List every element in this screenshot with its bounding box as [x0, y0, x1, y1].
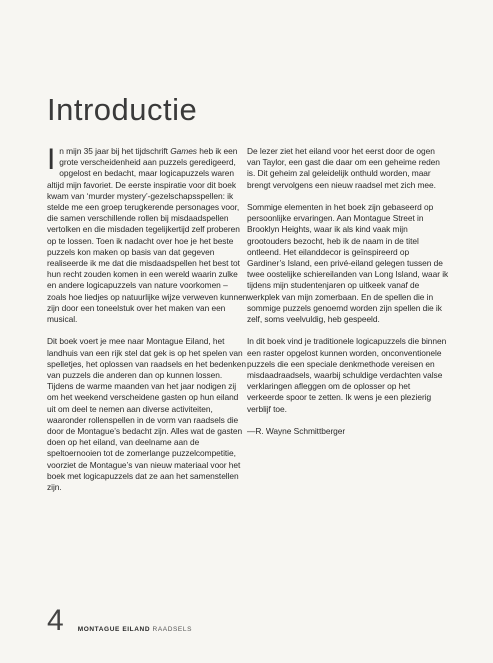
- left-column: [47, 143, 249, 504]
- intro-paragraph-1: [47, 143, 249, 325]
- paragraph-text: heb ik een grote verscheidenheid aan puzzels geredigeerd, opgelost en bedacht, maar logicapuzzels waren altijd mijn favoriet. De eerste inspiratie voor dit boek kwam van ‘murder mystery’-gezelschapsspellen: ik stelde me een groep terugkerende personages voor, die samen verschillende rollen bij misdaadspellen vertolken en die misdaden tegelijkertijd zelf proberen op te lossen. Toen ik nadacht over hoe je het beste puzzels kon maken op basis van dat gegeven realiseerde ik me dat die misdaadspellen het best tot hun recht zouden komen in een wereld waarin zulke en andere logicapuzzels van nature voorkomen – zoals hoe liedjes op natuurlijke wijze verweven kunnen zijn door een toneelstuk over het maken van een musical.: [47, 146, 248, 325]
- drop-cap: I: [47, 143, 56, 176]
- intro-paragraph-2: Dit boek voert je mee naar Montague Eiland, het landhuis van een rijk stel dat gek is op het spelen van spelletjes, het oplossen van raadsels en het bedenken van puzzels die anderen dan op kunnen lossen. Tijdens de warme maanden van het jaar nodigen zij om het weekend verscheidene gasten op hun eiland uit om deel te nemen aan diverse activiteiten, waaronder rollenspellen in de vorm van raadsels die door de Montague’s bedacht zijn. Alles wat de gasten doen op het eiland, van deelname aan de speltoernooien tot de zomerlange puzzelcompetitie, voorziet de Montague’s van nieuw materiaal voor het boek met logicapuzzels dat ze aan het samenstellen zijn.: [47, 336, 246, 493]
- intro-paragraph-4: Sommige elementen in het boek zijn gebaseerd op persoonlijke ervaringen. Aan Montague Street in Brooklyn Heights, waar ik als kind vaak mijn grootouders bezocht, heb ik de naam in de titel ontleend. Het eilanddecor is geïnspireerd op Gardiner’s Island, een privé-eiland gelegen tussen de twee oostelijke schiereilanden van Long Island, waar ik tijdens mijn studentenjaren op uitkeek vanaf de werkplek van mijn zomerbaan. En de spellen die in sommige puzzels genoemd worden zijn spellen die ik zelf, soms veelvuldig, heb gespeeld.: [247, 202, 449, 325]
- paragraph-text: n mijn 35 jaar bij het tijdschrift: [59, 146, 171, 156]
- intro-paragraph-5: In dit boek vind je traditionele logicapuzzels die binnen een raster opgelost kunnen worden, onconventionele puzzels die een speciale denkmethode vereisen en misdaadraadsels, waarbij schuldige verdachten valse verklaringen afleggen om de oplosser op het verkeerde spoor te zetten. Ik wens je een plezierig verblijf toe.: [247, 336, 447, 414]
- running-title-light: RAADSELS: [152, 626, 193, 633]
- page-number: 4: [47, 604, 64, 637]
- right-column: [247, 146, 449, 448]
- page-footer: [47, 606, 192, 636]
- author-signature: —R. Wayne Schmittberger: [247, 426, 346, 437]
- intro-paragraph-3: De lezer ziet het eiland voor het eerst door de ogen van Taylor, een gast die daar om een geheime reden is. Dit geheim zal geleidelijk onthuld worden, maar brengt vervolgens een nieuw raadsel met zich mee.: [247, 146, 440, 190]
- running-title: [78, 626, 192, 636]
- page-title: Introductie: [47, 92, 198, 127]
- magazine-title: Games: [170, 146, 197, 156]
- running-title-bold: MONTAGUE EILAND: [77, 626, 151, 633]
